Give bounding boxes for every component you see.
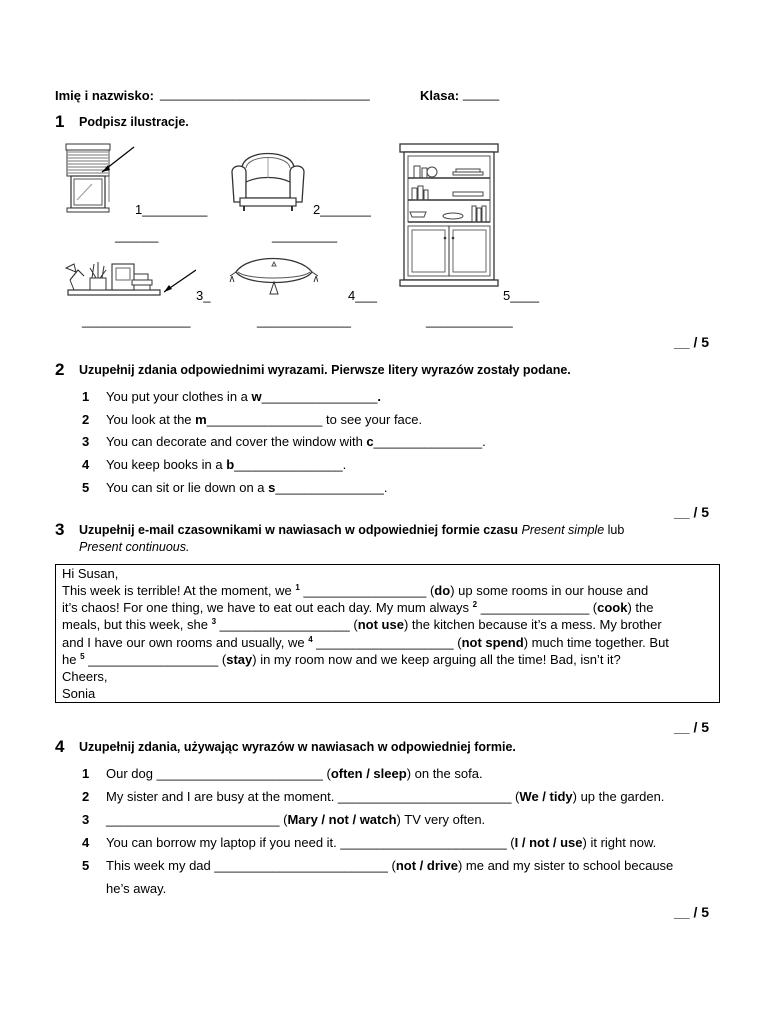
- email-closing: Cheers,: [62, 669, 108, 684]
- ex4-item-1-end: ) on the sofa.: [406, 766, 483, 781]
- ex4-item-4-text[interactable]: You can borrow my laptop if you need it. _______________________ (: [106, 835, 515, 850]
- ex4-item-3-text[interactable]: ________________________ (: [106, 812, 288, 827]
- email-line-5: [62, 652, 621, 667]
- ex2-item-5-blank[interactable]: _______________: [275, 480, 384, 495]
- gap-2-blank[interactable]: _______________ (: [477, 600, 598, 615]
- ex2-item-1-letter: w: [251, 389, 262, 404]
- ex1-item-4-blank[interactable]: ___: [355, 288, 377, 303]
- ex2-item-3-number: 3: [82, 434, 90, 449]
- name-field[interactable]: _____________________________: [160, 86, 370, 101]
- gap-1-number: 1: [295, 583, 300, 592]
- ex2-item-3-blank[interactable]: _______________: [373, 434, 483, 449]
- ex2-item-5-end: .: [383, 480, 388, 495]
- exercise-2-score: __ / 5: [674, 504, 710, 520]
- ex2-item-2-number: 2: [82, 412, 90, 427]
- gap-2-verb: cook: [597, 600, 628, 615]
- ex2-item-4-number: 4: [82, 457, 90, 472]
- ex4-item-4-number: 4: [82, 835, 90, 850]
- ex1-item-2-blank-line2[interactable]: _________: [272, 228, 338, 243]
- ex4-item-2-end: ) up the garden.: [572, 789, 665, 804]
- ex1-item-1-number: 1: [135, 202, 143, 217]
- ex4-item-2-text[interactable]: My sister and I are busy at the moment. ________________________ (: [106, 789, 520, 804]
- email-line-1-end: ) up some rooms in our house and: [450, 583, 649, 598]
- ex2-item-5-number: 5: [82, 480, 90, 495]
- ex1-item-1: [135, 202, 207, 217]
- ex4-item-5-cue: not / drive: [395, 858, 458, 873]
- email-line-5-text: he: [62, 652, 81, 667]
- gap-1-verb: do: [434, 583, 451, 598]
- ex4-item-1: [82, 766, 483, 781]
- ex1-item-3-number: 3: [196, 288, 204, 303]
- ex4-item-5-continuation: he’s away.: [106, 881, 167, 896]
- email-box: [55, 564, 720, 703]
- gap-4-blank[interactable]: ___________________ (: [312, 635, 462, 650]
- gap-3-number: 3: [211, 617, 217, 626]
- exercise-4-title: Uzupełnij zdania, używając wyrazów w nawiasach w odpowiedniej formie.: [79, 740, 516, 754]
- ex2-item-4-end: .: [342, 457, 347, 472]
- email-line-1-text: This week is terrible! At the moment, we: [62, 583, 296, 598]
- ex2-item-4-letter: b: [226, 457, 235, 472]
- ex2-item-5-letter: s: [268, 480, 276, 495]
- ex4-item-3-number: 3: [82, 812, 90, 827]
- ex4-item-3-cue: Mary / not / watch: [287, 812, 397, 827]
- ex2-item-5-text: You can sit or lie down on a: [106, 480, 269, 495]
- gap-5-number: 5: [80, 652, 85, 661]
- ex4-item-2: [82, 789, 664, 804]
- exercise-3-title-or: lub: [604, 523, 625, 537]
- class-field[interactable]: _____: [463, 86, 500, 101]
- ex1-item-4-blank-line2[interactable]: _____________: [257, 313, 351, 328]
- ex4-item-4-cue: I / not / use: [514, 835, 583, 850]
- email-line-2-end: ) the: [627, 600, 654, 615]
- gap-5-blank[interactable]: __________________ (: [84, 652, 227, 667]
- exercise-3-title: [79, 523, 624, 537]
- ex1-item-2-number: 2: [313, 202, 321, 217]
- email-line-4-end: ) much time together. But: [523, 635, 669, 650]
- cushion-illustration: [228, 250, 318, 300]
- exercise-2-title: Uzupełnij zdania odpowiednimi wyrazami. Pierwsze litery wyrazów zostały podane.: [79, 363, 571, 377]
- email-line-3-end: ) the kitchen because it’s a mess. My brother: [403, 617, 662, 632]
- ex4-item-4: [82, 835, 656, 850]
- ex4-item-5-text[interactable]: This week my dad ________________________ (: [106, 858, 396, 873]
- ex4-item-2-cue: We / tidy: [519, 789, 573, 804]
- window-blinds-illustration: [62, 142, 137, 217]
- ex2-item-1-blank[interactable]: ________________: [261, 389, 378, 404]
- ex2-item-1-end: .: [377, 389, 381, 404]
- gap-5-verb: stay: [226, 652, 253, 667]
- exercise-3-score: __ / 5: [674, 719, 710, 735]
- armchair-illustration: [228, 140, 308, 215]
- ex1-item-3-blank-line2[interactable]: _______________: [82, 313, 191, 328]
- exercise-3-title-tense1: Present simple: [521, 523, 605, 537]
- bookcase-illustration: [398, 142, 500, 288]
- ex2-item-1-text: You put your clothes in a: [106, 389, 252, 404]
- ex4-item-4-end: ) it right now.: [582, 835, 657, 850]
- ex2-item-2-text: You look at the: [106, 412, 196, 427]
- ex2-item-3-letter: c: [366, 434, 374, 449]
- exercise-1-number: 1: [55, 112, 65, 131]
- ex4-item-2-number: 2: [82, 789, 90, 804]
- exercise-3-title-tense2: Present continuous.: [79, 540, 190, 554]
- exercise-3-title-text: Uzupełnij e-mail czasownikami w nawiasach w odpowiedniej formie czasu: [79, 523, 522, 537]
- exercise-1-score: __ / 5: [674, 334, 710, 350]
- ex1-item-5-blank-line2[interactable]: ____________: [426, 313, 513, 328]
- ex4-item-3: [82, 812, 485, 827]
- email-signature: Sonia: [62, 686, 96, 701]
- ex1-item-5-number: 5: [503, 288, 511, 303]
- email-line-3: [62, 617, 662, 632]
- ex2-item-2-end: to see your face.: [322, 412, 423, 427]
- exercise-4-score: __ / 5: [674, 904, 710, 920]
- name-label: Imię i nazwisko:: [55, 88, 154, 103]
- ex2-item-3-end: .: [482, 434, 486, 449]
- email-line-4-text: and I have our own rooms and usually, we: [62, 635, 309, 650]
- ex2-item-5: [82, 480, 387, 495]
- ex4-item-1-number: 1: [82, 766, 90, 781]
- gap-4-verb: not spend: [461, 635, 524, 650]
- email-line-2-text: it’s chaos! For one thing, we have to eat out each day. My mum always: [62, 600, 473, 615]
- ex2-item-4: [82, 457, 346, 472]
- email-line-3-text: meals, but this week, she: [62, 617, 212, 632]
- gap-3-verb: not use: [357, 617, 404, 632]
- ex2-item-4-blank[interactable]: _______________: [234, 457, 343, 472]
- gap-4-number: 4: [308, 635, 313, 644]
- email-line-2: [62, 600, 654, 615]
- email-greeting: Hi Susan,: [62, 566, 119, 581]
- ex4-item-1-text[interactable]: Our dog _______________________ (: [106, 766, 331, 781]
- ex1-item-4: [348, 288, 377, 303]
- ex4-item-5-number: 5: [82, 858, 90, 873]
- ex1-item-1-blank[interactable]: _________: [142, 202, 208, 217]
- email-line-4: [62, 635, 669, 650]
- email-line-1: [62, 583, 648, 598]
- exercise-3-number: 3: [55, 520, 65, 539]
- ex1-item-5: [503, 288, 539, 303]
- gap-2-number: 2: [472, 600, 478, 609]
- ex4-item-3-end: ) TV very often.: [396, 812, 486, 827]
- gap-3-blank[interactable]: __________________ (: [216, 617, 358, 632]
- ex2-item-2: [82, 412, 422, 427]
- class-label: Klasa:: [420, 88, 460, 103]
- shelf-illustration: [64, 258, 196, 300]
- exercise-4-number: 4: [55, 737, 65, 756]
- ex1-item-4-number: 4: [348, 288, 356, 303]
- ex1-item-5-blank[interactable]: ____: [510, 288, 540, 303]
- exercise-2-number: 2: [55, 360, 65, 379]
- ex2-item-1-number: 1: [82, 389, 90, 404]
- ex4-item-5: [82, 858, 673, 873]
- ex1-item-2: [313, 202, 371, 217]
- exercise-1-title: Podpisz ilustracje.: [79, 115, 189, 129]
- ex2-item-4-text: You keep books in a: [106, 457, 227, 472]
- ex2-item-3: [82, 434, 486, 449]
- ex1-item-1-blank-line2[interactable]: ______: [115, 228, 159, 243]
- ex4-item-1-cue: often / sleep: [330, 766, 407, 781]
- ex2-item-2-letter: m: [195, 412, 207, 427]
- ex1-item-3-blank[interactable]: _: [203, 288, 211, 303]
- email-line-5-end: ) in my room now and we keep arguing all the time! Bad, isn’t it?: [252, 652, 621, 667]
- ex2-item-1: [82, 389, 381, 404]
- ex2-item-3-text: You can decorate and cover the window with: [106, 434, 367, 449]
- ex4-item-5-end: ) me and my sister to school because: [457, 858, 674, 873]
- ex1-item-2-blank[interactable]: _______: [320, 202, 371, 217]
- gap-1-blank[interactable]: _________________ (: [299, 583, 435, 598]
- ex2-item-2-blank[interactable]: ________________: [206, 412, 323, 427]
- ex1-item-3: [196, 288, 210, 303]
